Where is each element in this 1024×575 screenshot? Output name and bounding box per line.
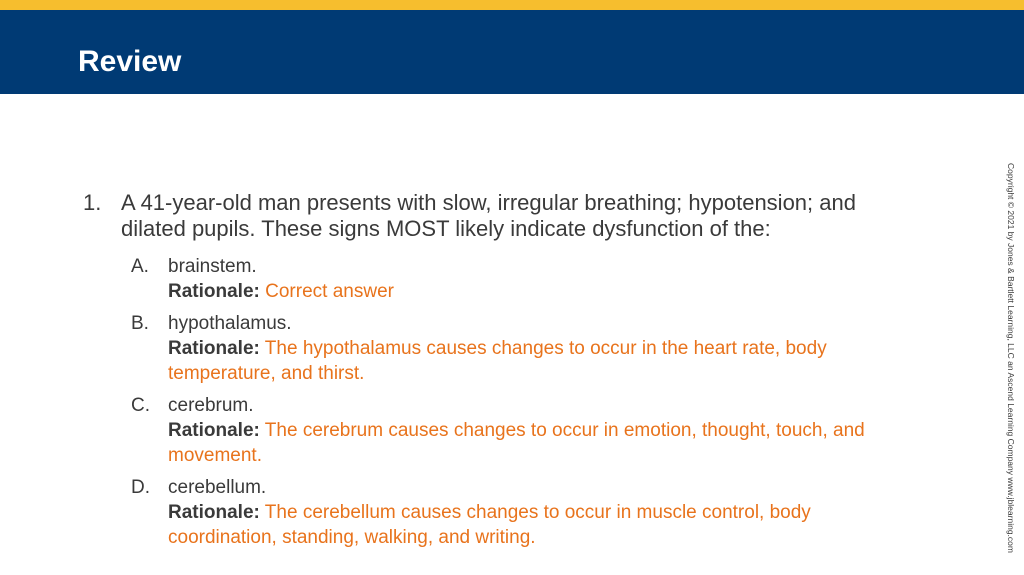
header-banner xyxy=(0,10,1024,94)
rationale-label: Rationale: xyxy=(168,338,260,359)
option-letter: A. xyxy=(131,256,149,277)
rationale-label: Rationale: xyxy=(168,281,260,302)
option-d xyxy=(131,475,921,550)
top-accent-bar xyxy=(0,0,1024,10)
option-letter: D. xyxy=(131,477,150,498)
copyright-notice: Copyright © 2021 by Jones & Bartlett Learning, LLC an Ascend Learning Company www.jblearning.com xyxy=(1006,163,1016,553)
option-rationale xyxy=(168,500,921,550)
question-number: 1. xyxy=(83,190,102,215)
rationale-label: Rationale: xyxy=(168,502,260,523)
answer-options xyxy=(131,254,921,557)
rationale-text: The hypothalamus causes changes to occur in the heart rate, body temperature, and thirst. xyxy=(168,338,827,384)
option-answer: cerebellum. xyxy=(168,477,267,498)
option-b xyxy=(131,311,921,386)
rationale-text: Correct answer xyxy=(265,281,394,302)
option-answer: hypothalamus. xyxy=(168,313,292,334)
question-text: A 41-year-old man presents with slow, irregular breathing; hypotension; and dilated pupils. These signs MOST likely indicate dysfunction of the: xyxy=(121,190,856,241)
rationale-label: Rationale: xyxy=(168,420,260,441)
option-rationale xyxy=(168,418,921,468)
page-title: Review xyxy=(78,45,182,78)
question xyxy=(83,190,923,242)
option-c xyxy=(131,393,921,468)
option-rationale xyxy=(168,336,921,386)
option-a xyxy=(131,254,921,304)
option-answer: brainstem. xyxy=(168,256,257,277)
option-letter: B. xyxy=(131,313,149,334)
option-rationale xyxy=(168,279,921,304)
rationale-text: The cerebellum causes changes to occur in muscle control, body coordination, standing, walking, and writing. xyxy=(168,502,811,548)
rationale-text: The cerebrum causes changes to occur in emotion, thought, touch, and movement. xyxy=(168,420,865,466)
option-answer: cerebrum. xyxy=(168,395,254,416)
option-letter: C. xyxy=(131,395,150,416)
